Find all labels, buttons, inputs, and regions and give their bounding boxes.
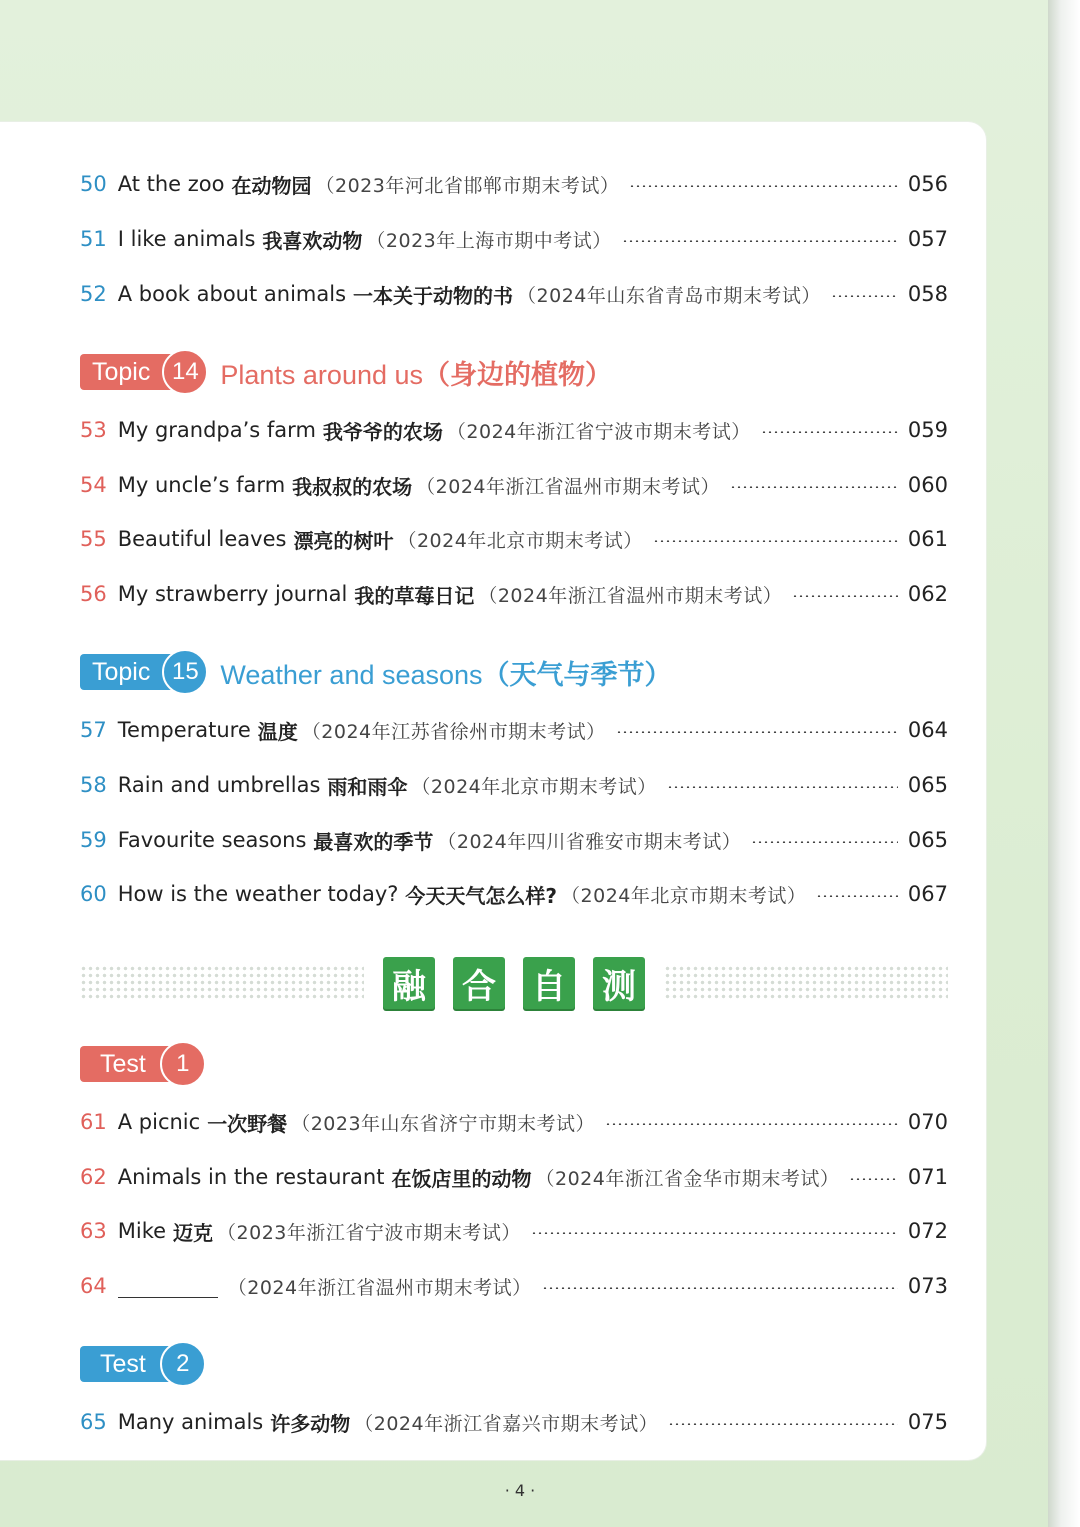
entry-number: 57 xyxy=(80,718,107,742)
dot-leader xyxy=(542,1287,898,1289)
entry-title-cn: 一本关于动物的书 xyxy=(353,283,514,308)
entry-title-cn: 我爷爷的农场 xyxy=(322,419,443,444)
entry-source: （2024年山东省青岛市期末考试） xyxy=(517,284,821,307)
entry-number: 58 xyxy=(80,773,107,797)
entry-title-en: I like animals xyxy=(117,227,256,251)
entry-source: （2024年浙江省宁波市期末考试） xyxy=(446,420,751,443)
dot-leader xyxy=(751,841,898,843)
dot-leader xyxy=(531,1232,898,1234)
entry-title-cn: 迈克 xyxy=(173,1220,214,1245)
topic-title-en: Weather and seasons xyxy=(220,659,483,690)
dot-leader xyxy=(849,1178,898,1180)
entry-title-en: My strawberry journal xyxy=(117,582,348,606)
entry-number: 64 xyxy=(80,1274,107,1298)
entry-title-en: How is the weather today? xyxy=(117,882,399,906)
section-title-tiles xyxy=(383,957,645,1009)
entry-source: （2023年上海市期中考试） xyxy=(366,229,612,252)
entry-title-cn: 最喜欢的季节 xyxy=(313,829,434,854)
topic-number: 14 xyxy=(162,349,208,395)
entry-source: （2024年浙江省温州市期末考试） xyxy=(227,1276,532,1299)
page-number: · 4 · xyxy=(504,1481,536,1500)
entry-page: 065 xyxy=(907,773,948,797)
entry-source: （2024年北京市期末考试） xyxy=(411,775,657,798)
test-1-heading xyxy=(80,1039,206,1089)
entry-source: （2024年四川省雅安市期末考试） xyxy=(437,830,742,853)
entry-source: （2024年北京市期末考试） xyxy=(561,884,807,907)
topic-title-cn: （身边的植物） xyxy=(423,359,613,390)
entry-page: 065 xyxy=(907,828,948,852)
topic-label: Topic xyxy=(80,654,178,690)
toc-entry-52[interactable] xyxy=(80,274,948,314)
dot-pattern-left xyxy=(80,965,364,1001)
test-number: 2 xyxy=(160,1341,206,1387)
test-badge xyxy=(80,1044,206,1084)
entry-title-cn: 我的草莓日记 xyxy=(354,583,475,608)
topic-title xyxy=(220,353,612,392)
entry-source: （2024年北京市期末考试） xyxy=(397,529,643,552)
section-title-char: 融 xyxy=(383,957,435,1009)
entry-number: 61 xyxy=(80,1110,107,1134)
entry-source: （2024年浙江省温州市期末考试） xyxy=(478,584,783,607)
section-title-char: 合 xyxy=(453,957,505,1009)
toc-entry-61[interactable] xyxy=(80,1102,948,1142)
toc-entry-54[interactable] xyxy=(80,465,948,505)
section-title-char: 测 xyxy=(593,957,645,1009)
entry-page: 064 xyxy=(907,718,948,742)
test-number: 1 xyxy=(160,1041,206,1087)
entry-page: 073 xyxy=(907,1274,948,1298)
toc-entry-57[interactable] xyxy=(80,710,948,750)
dot-leader xyxy=(629,185,898,187)
entry-page: 062 xyxy=(907,582,948,606)
entry-title-en: Many animals xyxy=(117,1410,264,1434)
test-2-heading xyxy=(80,1339,206,1389)
dot-leader xyxy=(653,540,898,542)
topic-14-heading xyxy=(80,347,612,397)
entry-title-cn: 在动物园 xyxy=(231,173,312,198)
toc-entry-53[interactable] xyxy=(80,410,948,450)
entry-source: （2023年山东省济宁市期末考试） xyxy=(291,1112,596,1135)
entry-title-en: A book about animals xyxy=(117,282,347,306)
dot-leader xyxy=(792,595,898,597)
entry-source: （2024年浙江省嘉兴市期末考试） xyxy=(354,1412,659,1435)
entry-page: 075 xyxy=(907,1410,948,1434)
dot-pattern-right xyxy=(664,965,948,1001)
toc-entry-63[interactable] xyxy=(80,1211,948,1251)
entry-title-en: My grandpa’s farm xyxy=(117,418,316,442)
entry-source: （2024年浙江省金华市期末考试） xyxy=(535,1167,840,1190)
entry-title-cn: 漂亮的树叶 xyxy=(293,528,394,553)
entry-number: 50 xyxy=(80,172,107,196)
topic-number: 15 xyxy=(162,649,208,695)
entry-number: 63 xyxy=(80,1219,107,1243)
test-badge xyxy=(80,1344,206,1384)
entry-page: 072 xyxy=(907,1219,948,1243)
entry-title-en: My uncle’s farm xyxy=(117,473,286,497)
entry-title-cn: 在饭店里的动物 xyxy=(391,1166,532,1191)
topic-title-en: Plants around us xyxy=(220,359,424,390)
entry-number: 54 xyxy=(80,473,107,497)
entry-title-cn: 温度 xyxy=(257,719,298,744)
dot-leader xyxy=(816,895,898,897)
toc-entry-64[interactable] xyxy=(80,1266,948,1306)
dot-leader xyxy=(667,786,898,788)
dot-leader xyxy=(616,731,898,733)
entry-page: 070 xyxy=(907,1110,948,1134)
entry-title-en: Favourite seasons xyxy=(117,828,307,852)
topic-badge xyxy=(80,652,208,692)
topic-title xyxy=(220,653,671,692)
entry-title-en: Mike xyxy=(117,1219,167,1243)
entry-page: 058 xyxy=(907,282,948,306)
entry-number: 60 xyxy=(80,882,107,906)
entry-title-en: Rain and umbrellas xyxy=(117,773,321,797)
page-edge xyxy=(1048,0,1080,1527)
entry-page: 057 xyxy=(907,227,948,251)
entry-page: 060 xyxy=(907,473,948,497)
entry-page: 059 xyxy=(907,418,948,442)
entry-number: 51 xyxy=(80,227,107,251)
toc-entry-51[interactable] xyxy=(80,219,948,259)
entry-title-cn: 我叔叔的农场 xyxy=(292,474,413,499)
entry-title-cn: 雨和雨伞 xyxy=(327,774,408,799)
entry-page: 067 xyxy=(907,882,948,906)
entry-number: 52 xyxy=(80,282,107,306)
toc-entry-50[interactable] xyxy=(80,164,948,204)
entry-source: （2024年江苏省徐州市期末考试） xyxy=(301,720,606,743)
toc-entry-59[interactable] xyxy=(80,820,948,860)
toc-entry-56[interactable] xyxy=(80,574,948,614)
toc-entry-55[interactable] xyxy=(80,519,948,559)
entry-number: 55 xyxy=(80,527,107,551)
toc-entry-60[interactable] xyxy=(80,874,948,914)
topic-title-cn: （天气与季节） xyxy=(482,659,672,690)
entry-source: （2024年浙江省温州市期末考试） xyxy=(416,475,721,498)
entry-title-en: A picnic xyxy=(117,1110,201,1134)
entry-title-cn: 许多动物 xyxy=(270,1411,351,1436)
section-banner xyxy=(80,954,948,1012)
entry-number: 53 xyxy=(80,418,107,442)
entry-title-en: Beautiful leaves xyxy=(117,527,287,551)
topic-badge xyxy=(80,352,208,392)
entry-title-en: Temperature xyxy=(117,718,251,742)
entry-title-cn: 今天天气怎么样? xyxy=(405,883,558,908)
entry-title-en: Animals in the restaurant xyxy=(117,1165,385,1189)
entry-number: 59 xyxy=(80,828,107,852)
entry-number: 62 xyxy=(80,1165,107,1189)
entry-page: 061 xyxy=(907,527,948,551)
test-label: Test xyxy=(80,1046,176,1082)
test-label: Test xyxy=(80,1346,176,1382)
entry-page: 071 xyxy=(907,1165,948,1189)
toc-entry-62[interactable] xyxy=(80,1157,948,1197)
entry-source: （2023年浙江省宁波市期末考试） xyxy=(217,1221,521,1244)
title-blank-line xyxy=(118,1275,218,1298)
dot-leader xyxy=(668,1423,898,1425)
dot-leader xyxy=(605,1123,898,1125)
toc-entry-65[interactable] xyxy=(80,1402,948,1442)
dot-leader xyxy=(622,240,898,242)
entry-title-cn: 一次野餐 xyxy=(207,1111,288,1136)
topic-15-heading xyxy=(80,647,672,697)
toc-entry-58[interactable] xyxy=(80,765,948,805)
topic-label: Topic xyxy=(80,354,178,390)
dot-leader xyxy=(831,295,898,297)
entry-number: 65 xyxy=(80,1410,107,1434)
entry-title-en: At the zoo xyxy=(117,172,225,196)
entry-source: （2023年河北省邯郸市期末考试） xyxy=(315,174,620,197)
dot-leader xyxy=(761,431,898,433)
entry-page: 056 xyxy=(907,172,948,196)
section-title-char: 自 xyxy=(523,957,575,1009)
entry-number: 56 xyxy=(80,582,107,606)
entry-title-cn: 我喜欢动物 xyxy=(262,228,363,253)
dot-leader xyxy=(730,486,898,488)
